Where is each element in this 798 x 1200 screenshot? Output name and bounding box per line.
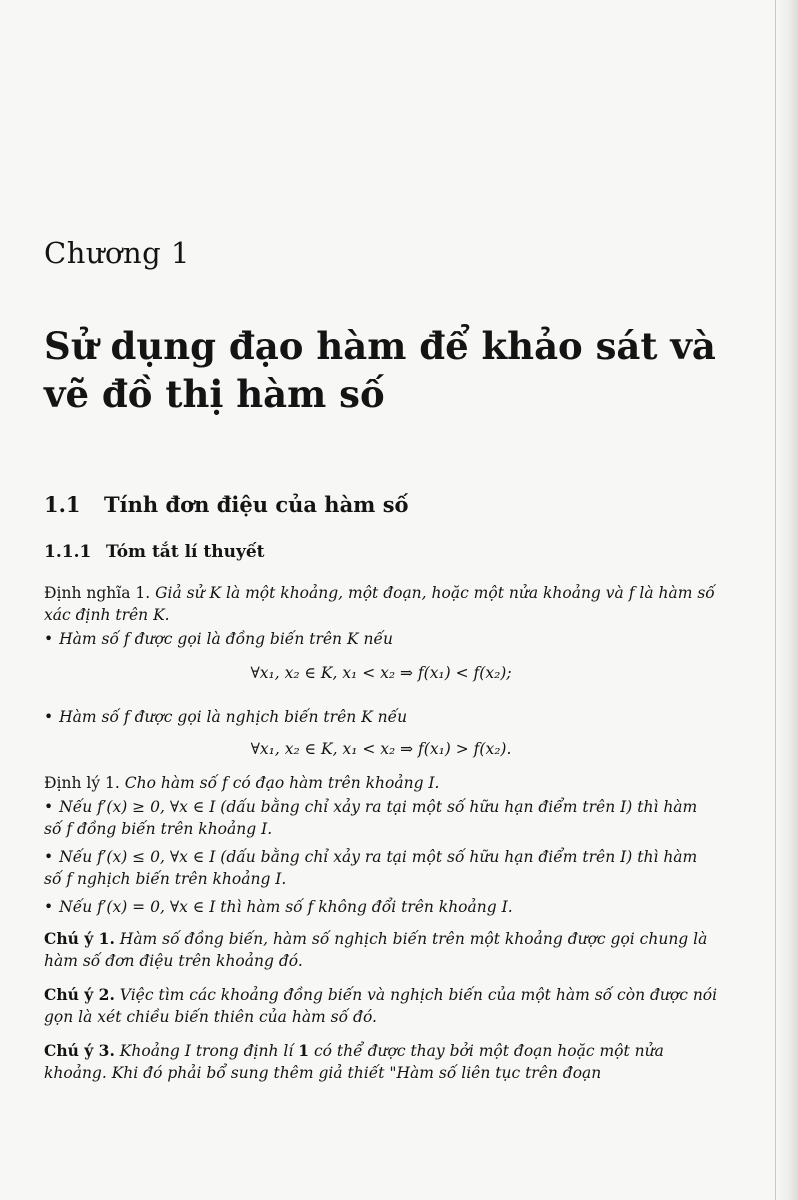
note-1 — [44, 928, 718, 972]
definition-1 — [44, 582, 718, 626]
definition-1-head: Định nghĩa 1. — [44, 584, 151, 602]
theorem-1-bullet-3 — [44, 896, 718, 918]
theorem-1-bullet-1 — [44, 796, 718, 840]
theorem-1-bullet-2-text: Nếu f′(x) ≤ 0, ∀x ∈ I (dấu bằng chỉ xảy ra tại một số hữu hạn điểm trên I) thì hàm số f nghịch biến trên khoảng I. — [44, 848, 698, 888]
theorem-1 — [44, 772, 718, 794]
chapter-label: Chương 1 — [44, 236, 190, 270]
note-3-text-before: Khoảng I trong định lí — [119, 1042, 294, 1060]
definition-1-bullet-1 — [44, 628, 718, 650]
bullet-icon: • — [44, 630, 54, 648]
theorem-1-bullet-1-text: Nếu f′(x) ≥ 0, ∀x ∈ I (dấu bằng chỉ xảy ra tại một số hữu hạn điểm trên I) thì hàm số f đồng biến trên khoảng I. — [44, 798, 698, 838]
subsection-heading — [44, 542, 265, 562]
note-3-head: Chú ý 3. — [44, 1041, 115, 1060]
note-2-head: Chú ý 2. — [44, 985, 115, 1004]
page-edge — [775, 0, 798, 1200]
bullet-icon: • — [44, 708, 54, 726]
definition-1-bullet-2-text: Hàm số f được gọi là nghịch biến trên K nếu — [59, 708, 408, 726]
definition-1-formula-2: ∀x₁, x₂ ∈ K, x₁ < x₂ ⇒ f(x₁) > f(x₂). — [250, 740, 512, 758]
theorem-1-bullet-3-text: Nếu f′(x) = 0, ∀x ∈ I thì hàm số f không đổi trên khoảng I. — [59, 898, 513, 916]
subsection-number: 1.1.1 — [44, 542, 92, 562]
note-2-text: Việc tìm các khoảng đồng biến và nghịch biến của một hàm số còn được nói gọn là xét chiều biến thiên của hàm số đó. — [44, 986, 718, 1026]
note-2 — [44, 984, 718, 1028]
theorem-1-bullet-2 — [44, 846, 718, 890]
subsection-title: Tóm tắt lí thuyết — [106, 542, 265, 562]
note-3 — [44, 1040, 718, 1084]
definition-1-text: Giả sử K là một khoảng, một đoạn, hoặc một nửa khoảng và f là hàm số xác định trên K. — [44, 584, 715, 624]
note-1-text: Hàm số đồng biến, hàm số nghịch biến trên một khoảng được gọi chung là hàm số đơn điệu trên khoảng đó. — [44, 930, 708, 970]
definition-1-formula-1: ∀x₁, x₂ ∈ K, x₁ < x₂ ⇒ f(x₁) < f(x₂); — [250, 664, 512, 682]
note-3-ref: 1 — [298, 1041, 310, 1060]
bullet-icon: • — [44, 798, 54, 816]
section-heading — [44, 492, 409, 517]
definition-1-bullet-2 — [44, 706, 718, 728]
definition-1-bullet-1-text: Hàm số f được gọi là đồng biến trên K nếu — [59, 630, 393, 648]
note-1-head: Chú ý 1. — [44, 929, 115, 948]
bullet-icon: • — [44, 898, 54, 916]
chapter-title: Sử dụng đạo hàm để khảo sát và vẽ đồ thị hàm số — [44, 324, 716, 416]
section-number: 1.1 — [44, 492, 81, 517]
note-3-text-after: có thể được thay bởi một đoạn hoặc một nửa khoảng. Khi đó phải bổ sung thêm giả thiết "Hàm số liên tục trên đoạn — [44, 1042, 664, 1082]
theorem-1-text: Cho hàm số f có đạo hàm trên khoảng I. — [124, 774, 440, 792]
section-title: Tính đơn điệu của hàm số — [104, 492, 409, 517]
bullet-icon: • — [44, 848, 54, 866]
theorem-1-head: Định lý 1. — [44, 774, 120, 792]
